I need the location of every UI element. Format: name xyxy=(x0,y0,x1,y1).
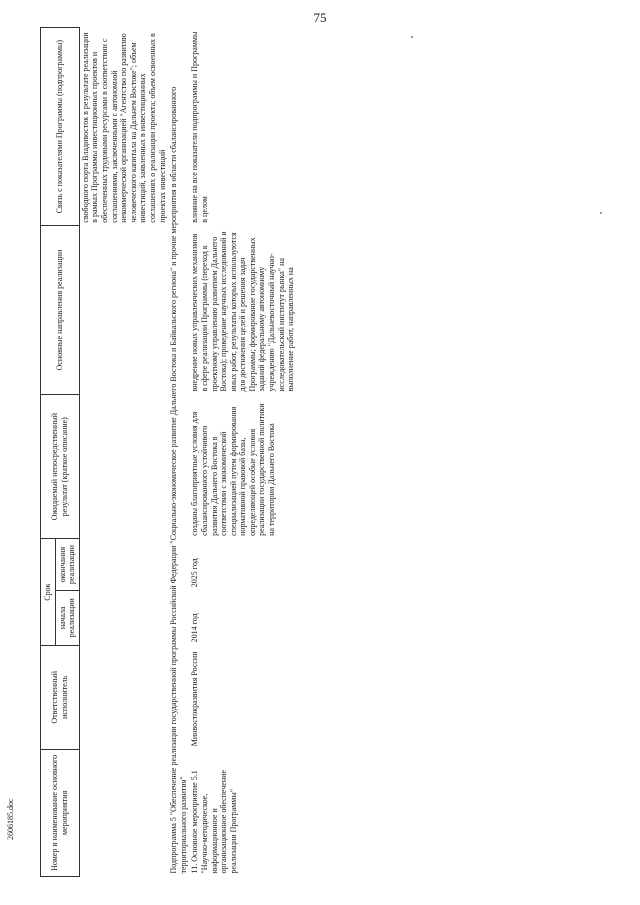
row-end: 2025 год xyxy=(190,558,200,588)
continued-link-text: свободного порта Владивосток в результате реализации в рамках Программы инвестиционных проектов и обеспеченных трудовыми ресурсами в соответствии с соглашениями, заключенными с автономной некоммерческой организацией "Агентство по развитию человеческого капитала на Дальнем Востоке"; объем инвестиций, заявленных в инвестиционных соглашениях о реализации проекта; объем освоенных в проектах инвестиций xyxy=(80,32,167,223)
document-id: 2606185.doc xyxy=(6,798,15,840)
rotated-table-sheet xyxy=(40,27,600,877)
header-end: окончания реализации xyxy=(55,539,79,590)
row-executor: Минвостокразвития России xyxy=(190,651,200,747)
header-directions: Основные направления реализации xyxy=(41,226,80,395)
table-row xyxy=(189,28,297,877)
scan-speck xyxy=(600,212,602,214)
row-start: 2014 год xyxy=(190,613,200,643)
header-period: Срок xyxy=(41,539,56,645)
page-number: 75 xyxy=(313,10,327,25)
measures-table xyxy=(40,27,297,877)
subprogram-title: Подпрограмма 5 "Обеспечение реализации государственной программы Российской Федерации "Социально-экономическое развитие Дальнего Востока и Байкальского региона" и прочие мероприятия в области сбалансированного территориального развития" xyxy=(169,86,188,874)
continued-row xyxy=(79,28,168,877)
row-measure-name: Основное мероприятие 5.1 "Научно-методическое, информационное и организационное обеспечение реализации Программы" xyxy=(190,770,238,874)
subprogram-row xyxy=(168,28,189,877)
row-directions: внедрение новых управленческих механизмов в сфере реализации Программы (переход к проектному управлению развитием Дальнего Востока); проведение научных исследований и иных работ, результаты которых используются для достижения целей и решения задач Программы; формирование государственных заданий федеральному автономному учреждению "Дальневосточный научно-исследовательский институт рынка" на выполнение работ, направленных на xyxy=(190,231,296,392)
header-link: Связь с показателями Программы (подпрограммы) xyxy=(41,28,80,226)
header-start: начала реализации xyxy=(55,590,79,645)
row-result: созданы благоприятные условия для сбалансированного устойчивого развития Дальнего Востока в соответствии с экономической специализацией путем формирования нормативной правовой базы, определяющей особые условия реализации государственной политики на территории Дальнего Востока xyxy=(190,403,277,536)
header-executor: Ответственный исполнитель xyxy=(41,645,80,749)
row-link: влияние на все показатели подпрограммы и Программы в целом xyxy=(190,31,209,223)
row-number: 11. xyxy=(190,863,200,874)
header-result: Ожидаемый непосредственный результат (краткое описание) xyxy=(41,395,80,539)
header-number-name: Номер и наименование основного мероприятия xyxy=(41,749,80,876)
header-row xyxy=(41,28,56,877)
